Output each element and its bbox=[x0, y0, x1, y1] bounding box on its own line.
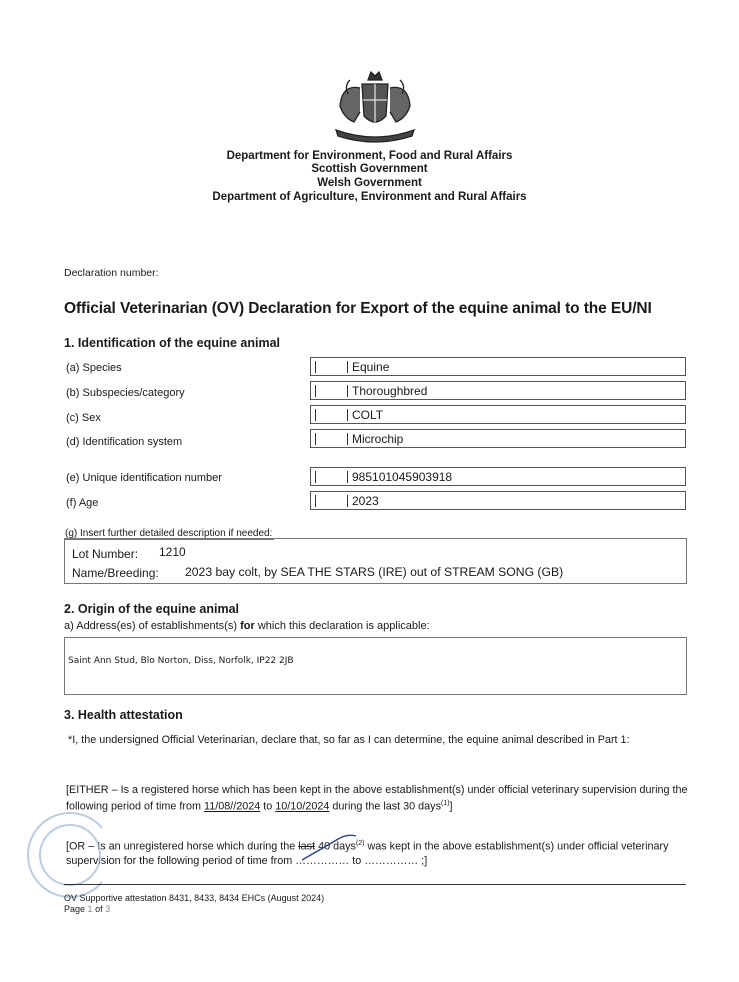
establishment-address-box bbox=[64, 637, 687, 695]
page-number: 1 bbox=[87, 904, 93, 914]
declaration-number-label: Declaration number: bbox=[64, 267, 159, 279]
pen-strike-mark bbox=[300, 832, 360, 862]
further-description-box bbox=[64, 538, 687, 584]
page-label: Page bbox=[64, 904, 86, 914]
section3-heading: 3. Health attestation bbox=[64, 708, 183, 722]
either-clause bbox=[66, 783, 690, 814]
further-description-label: (g) Insert further detailed description if needed: bbox=[65, 528, 273, 539]
identification-system-value: Microchip bbox=[352, 432, 404, 446]
of-label: of bbox=[95, 904, 103, 914]
address-label-bold: for bbox=[240, 620, 255, 632]
name-breeding-label: Name/Breeding: bbox=[72, 566, 159, 580]
footnote-ref-1: (1) bbox=[440, 800, 450, 807]
or-clause-text: [OR – Is an unregistered horse which during the bbox=[66, 840, 296, 853]
identification-system-label: (d) Identification system bbox=[66, 436, 183, 448]
or-clause bbox=[66, 837, 690, 868]
department-name-defra: Department for Environment, Food and Rural Affairs bbox=[226, 150, 513, 162]
health-attestation-intro: *I, the undersigned Official Veterinarian, declare that, so far as I can determine, the equine animal described in Part 1: bbox=[68, 734, 630, 746]
struck-word: last bbox=[298, 840, 316, 853]
lot-number-label: Lot Number: bbox=[72, 547, 139, 561]
either-bracket: ] bbox=[449, 800, 453, 813]
species-value: Equine bbox=[352, 360, 390, 374]
age-field bbox=[310, 491, 686, 510]
or-days: 40 days bbox=[318, 840, 356, 853]
unique-id-value: 985101045903918 bbox=[352, 470, 453, 484]
footer-rule bbox=[64, 884, 686, 885]
department-name-scottish: Scottish Government bbox=[311, 163, 428, 175]
age-label: (f) Age bbox=[66, 497, 99, 509]
period-to-date: 10/10/2024 bbox=[275, 800, 330, 813]
establishment-address-label bbox=[64, 620, 430, 632]
lot-number-value: 1210 bbox=[159, 545, 186, 559]
subspecies-value: Thoroughbred bbox=[352, 384, 428, 398]
page-total: 3 bbox=[105, 904, 111, 914]
document-title: Official Veterinarian (OV) Declaration for Export of the equine animal to the EU/NI bbox=[64, 300, 652, 317]
unique-id-label: (e) Unique identification number bbox=[66, 472, 222, 484]
address-label-post: which this declaration is applicable: bbox=[257, 620, 430, 632]
page-indicator bbox=[64, 904, 110, 914]
establishment-address-value: Saint Ann Stud, Blo Norton, Diss, Norfolk, IP22 2JB bbox=[68, 656, 294, 666]
department-name-welsh: Welsh Government bbox=[317, 177, 422, 189]
section1-heading: 1. Identification of the equine animal bbox=[64, 336, 280, 350]
sex-label: (c) Sex bbox=[66, 412, 101, 424]
address-label-pre: a) Address(es) of establishments(s) bbox=[64, 620, 238, 632]
unique-id-field bbox=[310, 467, 686, 486]
sex-value: COLT bbox=[352, 408, 384, 422]
or-clause-end-text: was kept in the above establishment(s) under official veterinary supervision for the following period of time from …………… to …………… ;] bbox=[66, 840, 669, 867]
species-field bbox=[310, 357, 686, 376]
footnote-ref-2: (2) bbox=[355, 840, 365, 847]
identification-system-field bbox=[310, 429, 686, 448]
section2-heading: 2. Origin of the equine animal bbox=[64, 602, 240, 616]
name-breeding-value: 2023 bay colt, by SEA THE STARS (IRE) out of STREAM SONG (GB) bbox=[185, 565, 564, 579]
period-from-date: 11/08//2024 bbox=[204, 800, 261, 813]
subspecies-field bbox=[310, 381, 686, 400]
either-clause-end-text: during the last 30 days bbox=[332, 800, 441, 813]
to-word: to bbox=[263, 800, 273, 813]
sex-field bbox=[310, 405, 686, 424]
footer-reference: OV Supportive attestation 8431, 8433, 8434 EHCs (August 2024) bbox=[64, 893, 325, 903]
royal-coat-of-arms-emblem bbox=[330, 66, 420, 146]
department-name-daera: Department of Agriculture, Environment and Rural Affairs bbox=[212, 191, 527, 203]
subspecies-label: (b) Subspecies/category bbox=[66, 387, 185, 399]
age-value: 2023 bbox=[352, 494, 379, 508]
species-label: (a) Species bbox=[66, 362, 122, 374]
either-clause-text: [EITHER – Is a registered horse which has been kept in the above establishment(s) under official veterinary supervision during the following period of time from bbox=[66, 784, 688, 813]
